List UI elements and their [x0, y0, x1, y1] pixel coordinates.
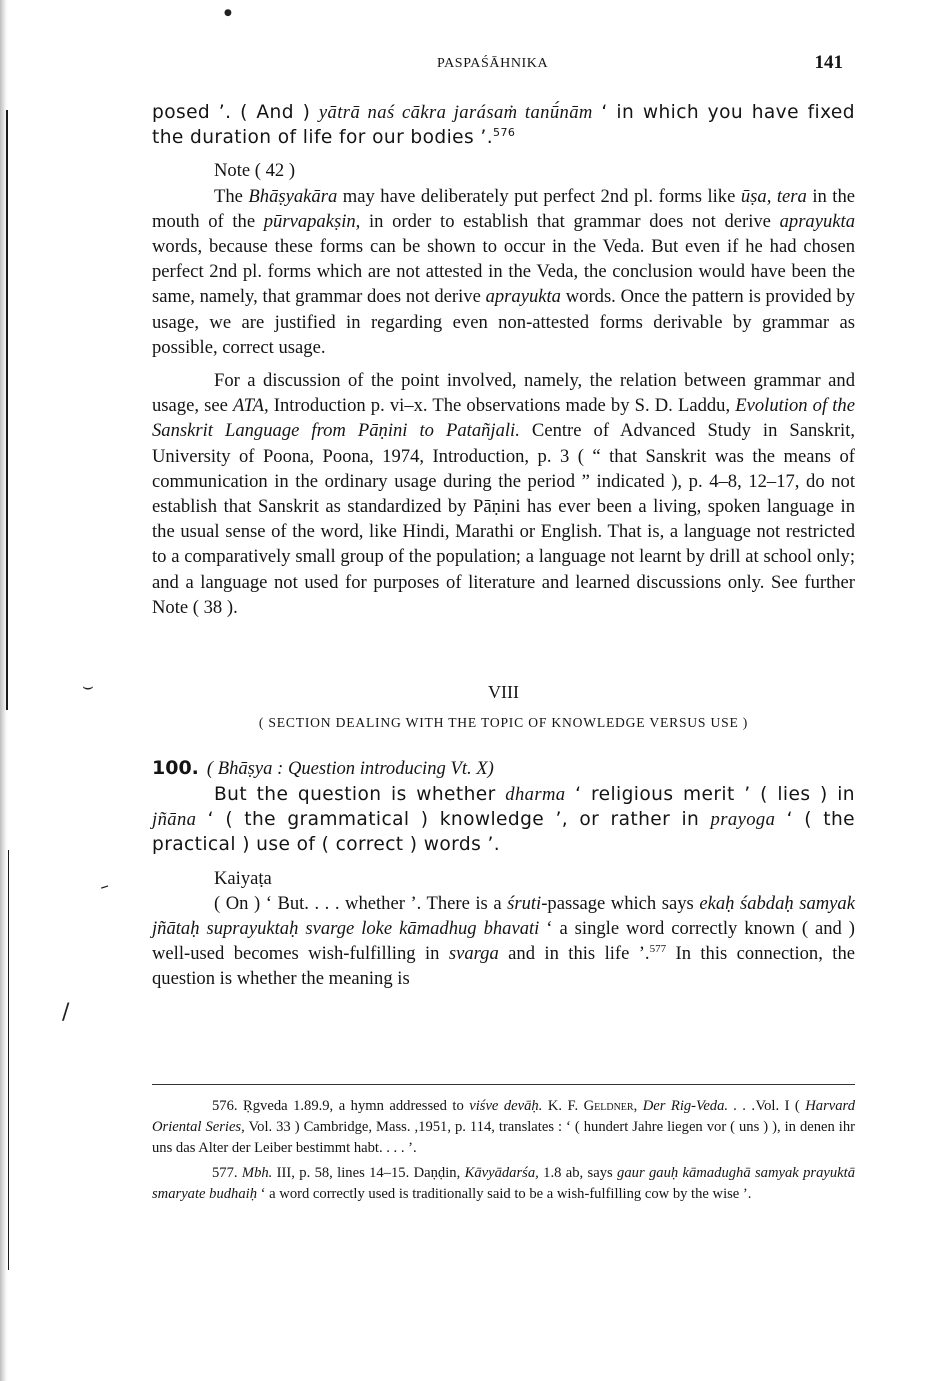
footnote-ref-577: 577: [649, 943, 667, 956]
footnotes: [152, 1096, 855, 1209]
margin-tick-mark: ⌣: [82, 676, 94, 697]
paragraph-discussion: For a discussion of the point involved, namely, the relation between grammar and usage, see ATA, Introduction p. vi–x. The observations made by S. D. Laddu, Evolution of the Sanskrit Language from Pāṇini to Patañjali. Centre of Advanced Study in Sanskrit, University of Poona, Poona, 1974, Introduction, p. 3 ( “ that Sanskrit was the means of communication in the ordinary usage during the period ” indicated ), p. 4–8, 12–17, do not establish that Sanskrit as standardized by Pāṇini has ever been a living, spoken language in the usual sense of the word, like Hindi, Marathi or English. That is, a language not restricted to a comparatively small group of the population; a language not learnt by drill at school only; and a language not used for purposes of literature and learned discussions only. See further Note ( 38 ).: [152, 370, 856, 618]
paragraph-question: But the question is whether dharma ‘ religious merit ’ ( lies ) in jñāna ‘ ( the grammatical ) knowledge ’, or rather in prayoga ‘ ( the practical ) use of ( correct ) words ’.: [152, 784, 855, 856]
note-heading: Note ( 42 ): [214, 160, 296, 182]
margin-rule-lower: [8, 850, 9, 1270]
footnote-577: 577. Mbh. III, p. 58, lines 14–15. Daṇḍin, Kāvyādarśa, 1.8 ab, says gaur gauḥ kāmadughā samyak prayuktā smaryate budhaiḥ ‘ a word correctly used is traditionally said to be a wish-fulfilling cow by the wise ’.: [152, 1165, 855, 1202]
paragraph-heading-text: ( Bhāṣya : Question introducing Vt. X): [206, 758, 494, 780]
paragraph-kaiyata: ( On ) ‘ But. . . . whether ’. There is a śruti-passage which says ekaḥ śabdaḥ samyak jñātaḥ suprayuktaḥ svarge loke kāmadhug bhavati ‘ a single word correctly known ( and ) well-used becomes wish-fulfilling in svarga and in this life ’.$^{577}$ In this connection, the question is whether the meaning is: [152, 892, 855, 990]
paragraph-note-42: The Bhāṣyakāra may have deliberately put perfect 2nd pl. forms like ūṣa, tera in the mouth of the pūrvapakṣin, in order to establish that grammar does not derive aprayukta words, because these forms can be shown to occur in the Veda. But even if he had chosen perfect 2nd pl. forms which are not attested in the Veda, the conclusion would have been the same, namely, that grammar does not derive aprayukta words. Once the pattern is provided by usage, we are justified in regarding even non-attested forms derivable by grammar as possible, correct usage.: [152, 185, 856, 358]
paragraph-heading-100: [152, 755, 855, 782]
running-head: PASPAŚĀHNIKA: [437, 56, 549, 71]
footnote-576: 576. Ṛgveda 1.89.9, a hymn addressed to viśve devāḥ. K. F. Geldner, Der Rig-Veda. . . .Vol. I ( Harvard Oriental Series, Vol. 33 ) Cambridge, Mass. ,1951, p. 114, translates : ‘ ( hundert Jahre liegen vor ( uns ) ), in denen ihr uns das Alter der Leiber bestimmt habt. . . . ’.: [152, 1098, 856, 1156]
footnote-divider: [152, 1084, 855, 1085]
margin-slash-mark: /: [62, 1000, 70, 1025]
footnote-ref-576: 576: [493, 126, 516, 140]
scan-speck: ●: [224, 8, 232, 18]
margin-rule-upper: [6, 110, 8, 710]
section-number: VIII: [488, 682, 519, 703]
page-body: [152, 100, 855, 992]
paragraph-number: 100.: [152, 757, 199, 780]
margin-dash-mark: –: [96, 875, 113, 898]
section-title: ( SECTION DEALING WITH THE TOPIC OF KNOWLEDGE VERSUS USE ): [258, 715, 749, 731]
page-header: [152, 52, 855, 78]
paragraph-continued: posed ’. ( And ) yātrā naś cākra jarásaṁ tanū́nām ‘ in which you have fixed the duration of life for our bodies ’.$^{576}$: [152, 102, 855, 149]
commentator-heading: Kaiyaṭa: [214, 867, 272, 889]
page-number: 141: [814, 52, 843, 73]
